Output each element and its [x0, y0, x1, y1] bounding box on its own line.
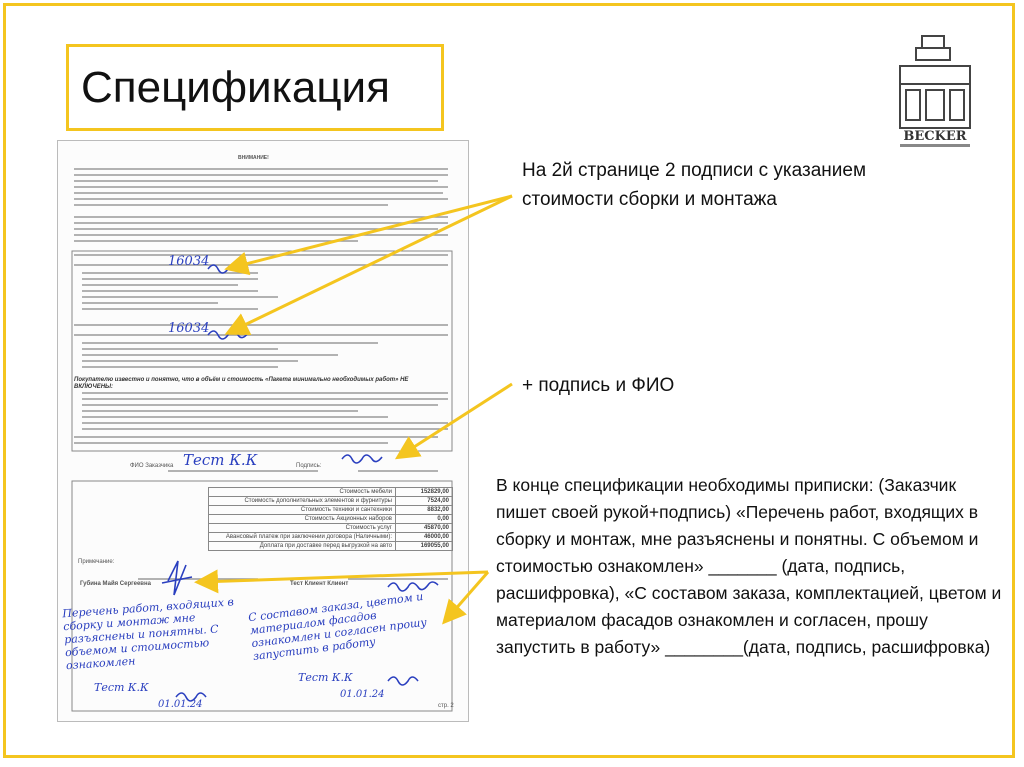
summary-label: Стоимость дополнительных элементов и фурнитуры: [209, 497, 396, 506]
page-number: стр. 2: [438, 703, 454, 709]
annotation-bottom: В конце спецификации необходимы приписки: (Заказчик пишет своей рукой+подпись) «Перечень работ, входящих в сборку и монтаж, мне разъяснены и понятны. С объемом и стоимостью ознакомлен» _______ (дата, подпись, расшифровка), «С составом заказа, комплектацией, цветом и материалом фасадов ознакомлен и согласен, прошу запустить в работу» ________(дата, подпись, расшифровка): [496, 475, 1002, 657]
sig-date-left: 01.01.24: [158, 699, 203, 710]
summary-value: 0,00: [396, 515, 453, 524]
sig-date-right: 01.01.24: [340, 689, 385, 700]
summary-label: Авансовый платеж при заключении договора (Наличными):: [209, 533, 396, 542]
sig-name-left: Тест К.К: [94, 681, 149, 694]
annotation-top: На 2й странице 2 подписи с указанием стоимости сборки и монтажа: [522, 160, 867, 210]
summary-label: Доплата при доставке перед выгрузкой на авто: [209, 542, 396, 551]
handwritten-customer-name: Тест К.К: [183, 451, 258, 469]
doc-section-title: Покупателю известно и понятно, что в объём и стоимость «Пакета минимально необходимых работ» НЕ ВКЛЮЧЕНЫ:: [74, 377, 409, 390]
annotation-middle: + подпись и ФИО: [522, 375, 675, 396]
handwritten-note-right: С составом заказа, цветом и материалом фасадов ознакомлен и согласен прошу запустить в работу: [247, 589, 428, 663]
slide-title: Спецификация: [81, 62, 390, 112]
summary-label: Стоимость мебели: [209, 488, 396, 497]
title-box: [66, 44, 444, 131]
sig-name-right: Тест К.К: [298, 671, 353, 684]
doc-heading: ВНИМАНИЕ!: [238, 155, 269, 161]
logo-text: BECKER: [903, 129, 967, 144]
becker-logo: [890, 32, 980, 150]
summary-label: Стоимость услуг: [209, 524, 396, 533]
signature-label: Подпись:: [296, 463, 322, 469]
summary-value: 7524,00: [396, 497, 453, 506]
summary-value: 45870,00: [396, 524, 453, 533]
summary-label: Стоимость техники и сантехники: [209, 506, 396, 515]
summary-label: Стоимость Акционных наборов: [209, 515, 396, 524]
manager-name: Губина Майя Сергеевна: [80, 581, 151, 587]
client-name: Тест Клиент Клиент: [290, 581, 349, 587]
summary-value: 8832,00: [396, 506, 453, 515]
handwritten-note-left: Перечень работ, входящих в сборку и монтаж мне разъяснены и понятны. С объемом и стоимостью ознакомлен: [61, 595, 235, 673]
customer-name-label: ФИО Заказчика: [130, 463, 174, 469]
summary-value: 152829,00: [396, 488, 453, 497]
note-label: Примечание:: [78, 559, 115, 565]
handwritten-price-1: 16034: [168, 254, 210, 269]
summary-value: 169055,00: [396, 542, 453, 551]
handwritten-price-2: 16034: [168, 321, 210, 336]
specification-document: [57, 140, 469, 722]
summary-value: 46000,00: [396, 533, 453, 542]
